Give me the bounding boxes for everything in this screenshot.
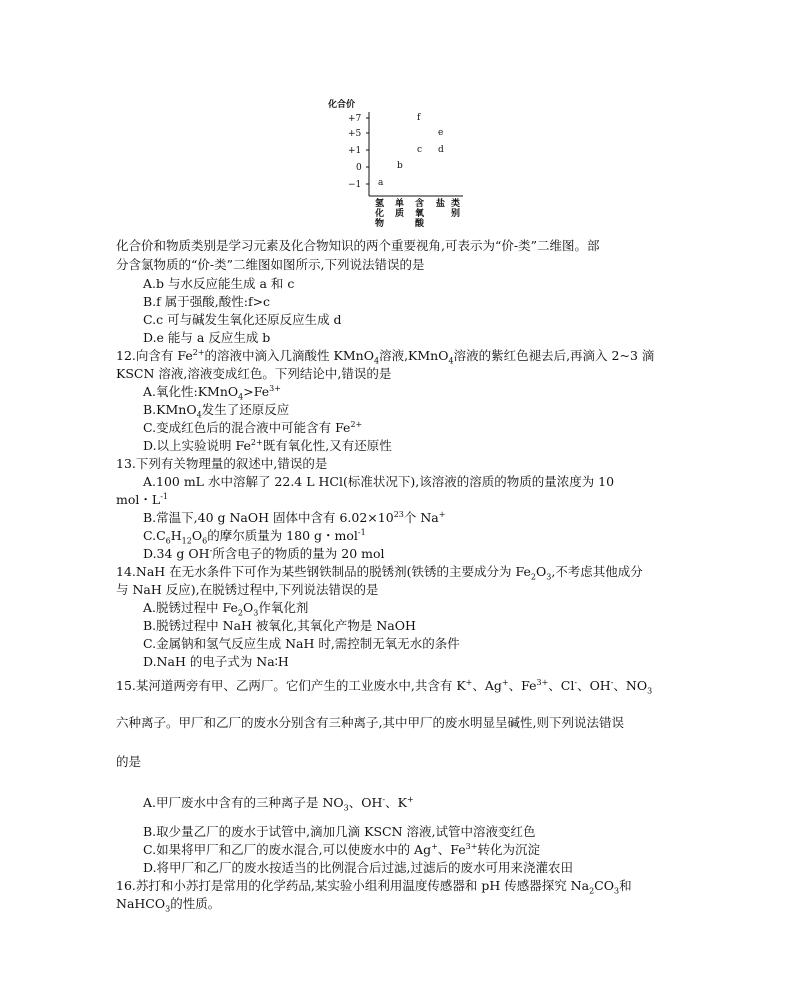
q15-option-d: D.将甲厂和乙厂的废水按适当的比例混合后过滤,过滤后的废水可用来浇灌农田 xyxy=(143,860,574,875)
q13-option-c: $C.C_6H_{12}O_6$的摩尔质量为 180 g・mol$^{-1}$ xyxy=(143,527,366,546)
x-cat-oxyacid: 氧 xyxy=(415,209,425,219)
q12-option-c: C.变成红色后的混合液中可能含有 $Fe^{2+}$ xyxy=(143,419,363,435)
q15-option-a: A.甲厂废水中含有的三种离子是 $NO_3$、OH-、K+ xyxy=(143,794,414,813)
x-cat-hydride: 物 xyxy=(375,219,385,229)
q16-stem-line2: NaHCO$_3$的性质。 xyxy=(116,896,221,914)
x-cat-salt: 盐 xyxy=(436,199,446,209)
point-f: f xyxy=(417,113,421,123)
y-tick-label: +1 xyxy=(348,146,362,156)
q11-option-b: B.f 属于强酸,酸性:f>c xyxy=(143,294,271,309)
y-tick-label: +7 xyxy=(348,114,362,124)
valence-class-diagram xyxy=(318,98,478,238)
y-axis-label: 化合价 xyxy=(328,100,356,110)
x-cat-element: 质 xyxy=(395,209,405,219)
q12-stem-line1: 12.向含有 $Fe^{2+}$的溶液中滴入几滴酸性 KMnO$_4$溶液,KMnO$_4$溶液的紫红色褪去后,再滴入 2~3 滴 xyxy=(116,347,655,366)
x-cat-hydride: 氢 xyxy=(375,199,385,209)
x-cat-oxyacid: 含 xyxy=(415,199,425,209)
x-cat-hydride: 化 xyxy=(375,209,385,219)
q15-stem-line2: 六种离子。甲厂和乙厂的废水分别含有三种离子,其中甲厂的废水明显呈碱性,则下列说法错误 xyxy=(116,715,624,730)
point-a: a xyxy=(378,178,384,188)
point-c: c xyxy=(417,145,423,155)
q13-option-a: A.100 mL 水中溶解了 22.4 L HCl(标准状况下),该溶液的溶质的物质的量浓度为 10 xyxy=(143,474,615,489)
point-e: e xyxy=(438,128,444,138)
q14-stem-line1: 14.NaH 在无水条件下可作为某些钢铁制品的脱锈剂(铁锈的主要成分为 $Fe_2O_3$,不考虑其他成分 xyxy=(116,564,643,582)
q16-stem-line1: 16.苏打和小苏打是常用的化学药品,某实验小组利用温度传感器和 pH 传感器探究 $Na_2CO_3$和 xyxy=(116,878,632,896)
q15-stem-line3: 的是 xyxy=(116,754,142,769)
q11-option-a: A.b 与水反应能生成 a 和 c xyxy=(143,276,295,291)
x-axis-label: 别 xyxy=(451,209,461,219)
point-d: d xyxy=(438,145,444,155)
q14-option-d: D.NaH 的电子式为 Na∶H xyxy=(143,654,289,669)
q12-stem-line2: KSCN 溶液,溶液变成红色。下列结论中,错误的是 xyxy=(116,366,392,381)
q13-stem: 13.下列有关物理量的叙述中,错误的是 xyxy=(116,456,328,471)
x-axis-label: 类 xyxy=(451,199,461,209)
q13-option-d: D.34 g OH-所含电子的物质的量为 20 mol xyxy=(143,545,385,561)
q11-stem-line2: 分含氯物质的“价-类”二维图如图所示,下列说法错误的是 xyxy=(116,257,425,272)
q13-option-a-cont: mol・$L^{-1}$ xyxy=(116,491,168,507)
q15-option-c: C.如果将甲厂和乙厂的废水混合,可以使废水中的 Ag+、$Fe^{3+}$转化为沉淀 xyxy=(143,841,540,857)
point-b: b xyxy=(397,161,403,171)
x-cat-element: 单 xyxy=(395,199,405,209)
q11-option-d: D.e 能与 a 反应生成 b xyxy=(143,330,271,345)
q13-option-b: B.常温下,40 g NaOH 固体中含有 $6.02\times 10^{23}$个 Na+ xyxy=(143,509,446,525)
q12-option-d: D.以上实验说明 $Fe^{2+}$既有氧化性,又有还原性 xyxy=(143,437,392,453)
q15-option-b: B.取少量乙厂的废水于试管中,滴加几滴 KSCN 溶液,试管中溶液变红色 xyxy=(143,824,536,839)
y-tick-label: +5 xyxy=(348,129,362,139)
q14-stem-line2: 与 NaH 反应),在脱锈过程中,下列说法错误的是 xyxy=(116,582,379,597)
q12-option-b: B.KMnO$_4$发生了还原反应 xyxy=(143,402,290,420)
q11-stem-line1: 化合价和物质类别是学习元素及化合物知识的两个重要视角,可表示为“价-类”二维图。部 xyxy=(116,238,600,253)
x-cat-oxyacid: 酸 xyxy=(415,219,425,229)
q14-option-b: B.脱锈过程中 NaH 被氧化,其氧化产物是 NaOH xyxy=(143,618,416,633)
q15-stem-line1: 15.某河道两旁有甲、乙两厂。它们产生的工业废水中,共含有 K+、Ag+、$Fe^{3+}$、Cl-、OH-、$NO_3$ xyxy=(116,677,653,696)
q11-option-c: C.c 可与碱发生氧化还原反应生成 d xyxy=(143,312,342,327)
q12-option-a: A.氧化性$:KMnO_4>Fe^{3+}$ xyxy=(143,383,281,402)
y-tick-label: 0 xyxy=(356,163,362,173)
q14-option-c: C.金属钠和氢气反应生成 NaH 时,需控制无氧无水的条件 xyxy=(143,636,460,651)
y-tick-label: −1 xyxy=(348,180,362,190)
q14-option-a: A.脱锈过程中 $Fe_2O_3$作氧化剂 xyxy=(143,600,309,618)
